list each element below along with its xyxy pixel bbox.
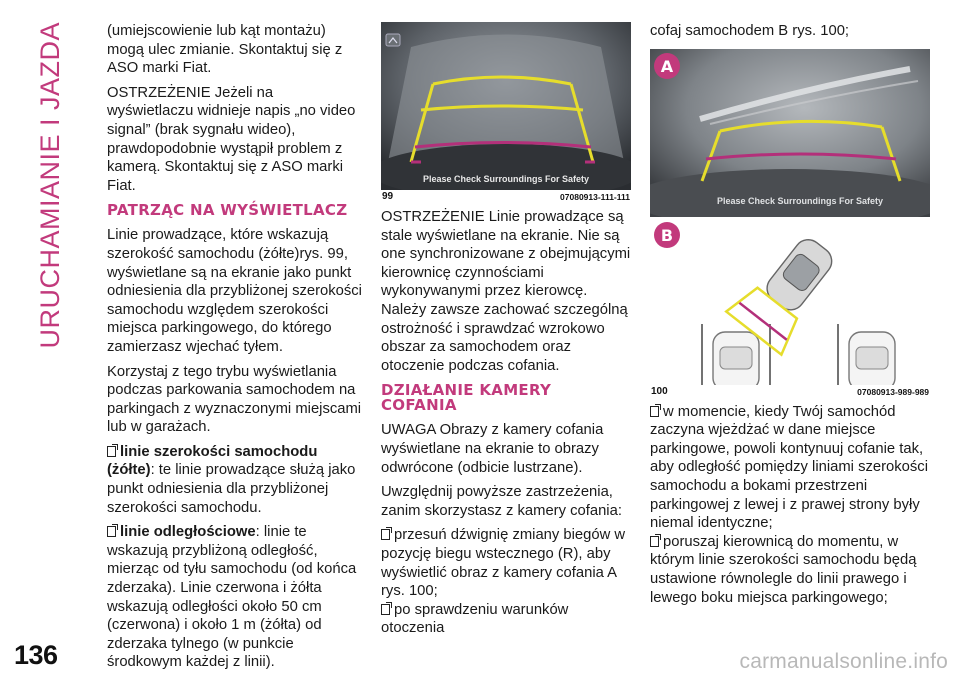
parked-car-right bbox=[849, 332, 895, 385]
bullet-icon bbox=[107, 526, 116, 537]
paragraph-usage: Korzystaj z tego trybu wyświetlania podczas parkowania samochodem na parkingach z wyznaczonymi miejscami lub w garażach. bbox=[107, 363, 362, 436]
bullet-icon bbox=[650, 406, 659, 417]
column-1 bbox=[107, 22, 363, 678]
column-2 bbox=[381, 22, 631, 644]
figure-99-camera-view bbox=[381, 22, 631, 190]
bullet-text: : te linie prowadzące służą jako punkt odniesienia dla przybliżonej szerokości samochodu. bbox=[107, 462, 356, 516]
bullet-after-check bbox=[381, 601, 631, 638]
bullet-icon bbox=[107, 446, 116, 457]
paragraph-warning-no-signal: OSTRZEŻENIE Jeżeli na wyświetlaczu widnieje napis „no video signal” (brak sygnału wideo), prawdopodobnie wystąpił problem z kamerą. Skontaktuj się z ASO marki Fiat. bbox=[107, 84, 356, 194]
label-b: B bbox=[660, 225, 674, 245]
bullet-width-lines bbox=[107, 443, 363, 517]
bullet-text: poruszaj kierownicą do momentu, w którym linie szerokości samochodu będą ustawione równolegle do linii prawego i lewego boku miejsca parkingowego; bbox=[650, 533, 917, 606]
paragraph-guide-lines: Linie prowadzące, które wskazują szerokość samochodu (żółte)rys. 99, wyświetlane są na ekranie jako punkt odniesienia dla przybliżonej szerokości samochodu względem szerokości miejsca parkingowego, do którego zamierzasz wjechać tyłem. bbox=[107, 227, 362, 355]
bullet-text: przesuń dźwignię zmiany biegów w pozycję biegu wstecznego (R), aby wyświetlić obraz z kamery cofania A rys. 100; bbox=[381, 527, 626, 600]
section-side-title bbox=[20, 22, 80, 349]
heading-display: PATRZĄC NA WYŚWIETLACZ bbox=[107, 201, 348, 220]
watermark: carmanualsonline.info bbox=[739, 650, 948, 673]
bullet-icon bbox=[381, 529, 390, 540]
parking-illustration bbox=[650, 49, 930, 385]
bullet-shift-reverse bbox=[381, 526, 631, 600]
bullet-enter-space bbox=[650, 403, 930, 533]
bullet-text: w momencie, kiedy Twój samochód zaczyna wjeżdżać w dane miejsce parkingowe, powoli kontynuuj cofanie tak, aby odległość pomiędzy liniami szerokości samochodu a bokami przestrzeni parkingowej z lewej i z prawej strony były niemal identyczne; bbox=[650, 403, 928, 532]
bullet-bold-label: linie szerokości samochodu (żółte) bbox=[107, 443, 318, 479]
bullet-distance-lines bbox=[107, 523, 363, 672]
bullet-icon bbox=[381, 604, 390, 615]
overlay-safety-text: Please Check Surroundings For Safety bbox=[422, 174, 590, 184]
overlay-safety-text: Please Check Surroundings For Safety bbox=[716, 195, 884, 206]
rear-camera-image bbox=[381, 22, 631, 190]
figure-code: 07080913-111-111 bbox=[560, 192, 630, 202]
figure-number: 99 bbox=[382, 191, 394, 202]
bullet-icon bbox=[650, 536, 659, 547]
parked-car-left bbox=[713, 332, 759, 385]
section-title-text: URUCHAMIANIE I JAZDA bbox=[34, 22, 65, 349]
page-number: 136 bbox=[14, 640, 58, 670]
bullet-steer bbox=[650, 533, 930, 607]
bullet-text: : linie te wskazują przybliżoną odległość, mierząc od tyłu samochodu (od końca zderzaka). Linie czerwona i żółta wskazują odległości około 50 cm (czerwona) i około 1 m (żółta) od zderzaka tylnego (w punkcie środkowym każdej z linii). bbox=[107, 524, 357, 671]
column-3 bbox=[650, 22, 930, 613]
paragraph-reverse: cofaj samochodem B rys. 100; bbox=[650, 23, 850, 39]
paragraph-before-use: Uwzględnij powyższe zastrzeżenia, zanim skorzystasz z kamery cofania: bbox=[381, 484, 622, 519]
figure-code: 07080913-989-989 bbox=[857, 386, 929, 397]
paragraph-warning-guide-lines: OSTRZEŻENIE Linie prowadzące są stale wyświetlane na ekranie. Nie są one synchronizowane z obejmującymi kierownicę czynnościami wykonywanymi przez kierowcę. Należy zawsze zachować szczególną ostrożność i sprawdzać wzrokowo obszar za samochodem oraz otoczenie podczas cofania. bbox=[381, 209, 631, 374]
figure-number: 100 bbox=[651, 385, 668, 397]
heading-camera-operation: DZIAŁANIE KAMERY COFANIA bbox=[381, 381, 552, 415]
figure-99-caption bbox=[381, 190, 631, 208]
figure-100-parking bbox=[650, 49, 930, 385]
paragraph-note-mirror: UWAGA Obrazy z kamery cofania wyświetlane na ekranie to obrazy odwrócone (odbicie lustrzane). bbox=[381, 422, 604, 476]
figure-100-caption bbox=[650, 385, 930, 403]
bullet-text: po sprawdzeniu warunków otoczenia bbox=[381, 601, 569, 637]
camera-settings-icon bbox=[386, 34, 400, 46]
paragraph-intro: (umiejscowienie lub kąt montażu) mogą ulec zmianie. Skontaktuj się z ASO marki Fiat. bbox=[107, 23, 343, 77]
label-a: A bbox=[660, 56, 674, 76]
bullet-bold-label: linie odległościowe bbox=[120, 524, 256, 541]
